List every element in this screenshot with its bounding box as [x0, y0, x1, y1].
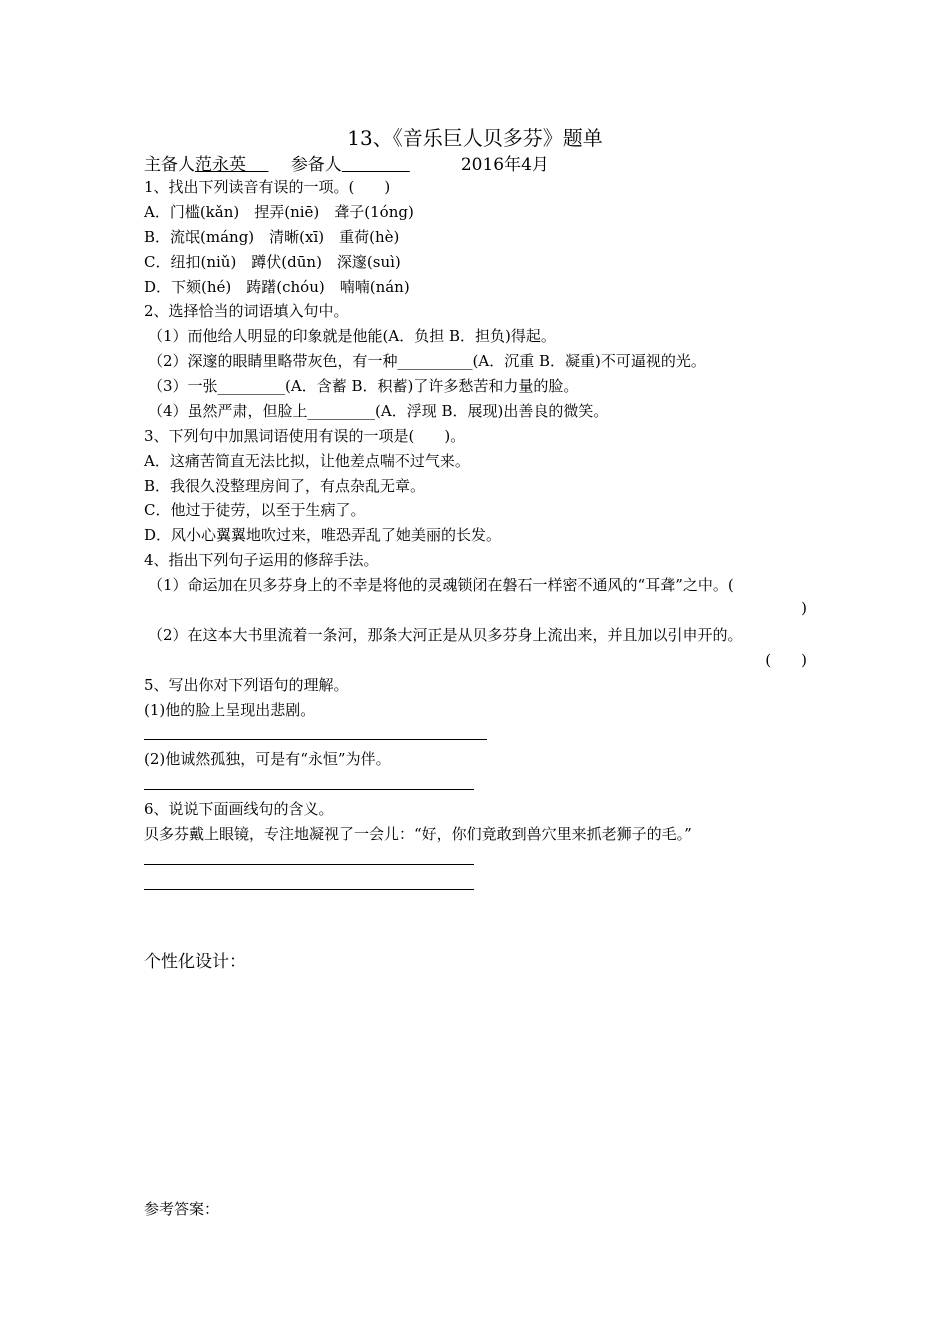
- q4-stem: 4、指出下列句子运用的修辞手法。: [144, 551, 379, 569]
- q3-option-d: D．风小心翼翼地吹过来，唯恐弄乱了她美丽的长发。: [144, 526, 502, 544]
- q4-item-1-tail: ): [801, 599, 807, 617]
- q2-item-3: （3）一张_________(A．含蓄 B．积蓄)了许多愁苦和力量的脸。: [148, 377, 579, 395]
- q6-answer-line-2[interactable]: [144, 889, 474, 890]
- preparer-name: 范永英: [195, 155, 246, 175]
- q1-stem: 1、找出下列读音有误的一项。( ): [144, 178, 391, 196]
- participant-label: 参备人: [290, 155, 342, 175]
- q4-item-1: （1）命运加在贝多芬身上的不幸是将他的灵魂锁闭在磐石一样密不通风的“耳聋”之中。(: [148, 576, 734, 594]
- q1-option-a: A．门槛(kǎn) 捏弄(niē) 聋子(1óng): [144, 203, 414, 221]
- q4-item-2-tail: ( ): [765, 651, 807, 669]
- q3-option-b: B．我很久没整理房间了，有点杂乱无章。: [144, 477, 426, 495]
- reference-answer-label: 参考答案：: [144, 1200, 220, 1218]
- q1-option-c: C．纽扣(niǔ) 蹲伏(dūn) 深邃(suì): [144, 253, 401, 271]
- q3-option-a: A．这痛苦简直无法比拟，让他差点喘不过气来。: [144, 452, 470, 470]
- q1-option-d: D．下颏(hé) 踌躇(chóu) 喃喃(nán): [144, 278, 410, 296]
- q6-stem: 6、说说下面画线句的含义。: [144, 800, 334, 818]
- q2-stem: 2、选择恰当的词语填入句中。: [144, 302, 349, 320]
- q5-stem: 5、写出你对下列语句的理解。: [144, 676, 349, 694]
- q5-answer-line-2[interactable]: [144, 789, 474, 790]
- q5-answer-line-1[interactable]: [144, 739, 487, 740]
- q5-item-2: (2)他诚然孤独，可是有“永恒”为伴。: [144, 750, 391, 768]
- personal-design-label: 个性化设计：: [144, 952, 246, 972]
- meta-line: [144, 150, 549, 175]
- q3-stem: 3、下列句中加黑词语使用有误的一项是( )。: [144, 427, 466, 445]
- date: 2016年4月: [460, 155, 549, 175]
- q2-item-2: （2）深邃的眼睛里略带灰色，有一种__________(A．沉重 B．凝重)不可逼视的光。: [148, 352, 706, 370]
- q6-answer-line-1[interactable]: [144, 864, 474, 865]
- page-title: 13、《音乐巨人贝多芬》题单: [347, 126, 603, 150]
- participant-blank: [342, 155, 410, 175]
- q2-item-4: （4）虽然严肃，但脸上_________(A．浮现 B．展现)出善良的微笑。: [148, 402, 609, 420]
- q1-option-b: B．流氓(máng) 清晰(xī) 重荷(hè): [144, 228, 400, 246]
- q4-item-2: （2）在这本大书里流着一条河，那条大河正是从贝多芬身上流出来，并且加以引申开的。: [148, 626, 743, 644]
- preparer-label: 主备人: [144, 155, 195, 175]
- q3-option-c: C．他过于徒劳，以至于生病了。: [144, 501, 366, 519]
- q2-item-1: （1）而他给人明显的印象就是他能(A．负担 B．担负)得起。: [148, 327, 556, 345]
- q5-item-1: (1)他的脸上呈现出悲剧。: [144, 701, 316, 719]
- q6-sentence: 贝多芬戴上眼镜，专注地凝视了一会儿：“好，你们竟敢到兽穴里来抓老狮子的毛。”: [144, 825, 692, 843]
